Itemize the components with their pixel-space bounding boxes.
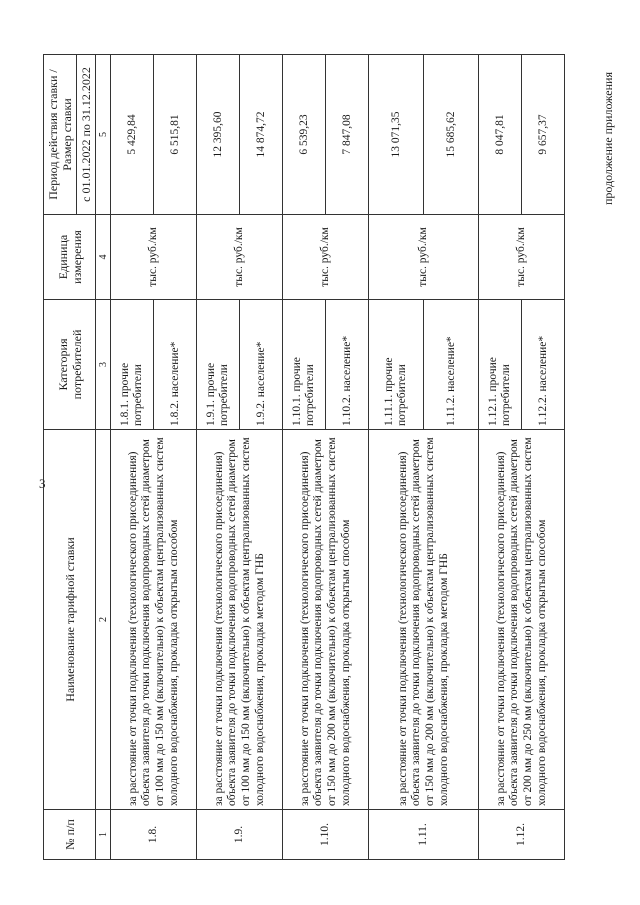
consumer-category: 1.11.1. прочие потребители [369, 300, 424, 430]
column-number-row [96, 55, 111, 860]
consumer-category: 1.10.2. население* [326, 300, 369, 430]
consumer-category: 1.8.1. прочие потребители [111, 300, 154, 430]
unit-cell: тыс. руб./км [369, 215, 479, 300]
rate-value: 12 395,60 [197, 55, 240, 215]
rate-description: за расстояние от точки подключения (технологического присоединения) объекта заявителя до точки подключения водопроводных сетей диаметром от 150 мм до 200 мм (включительно) к объектам централизованных систем холодного водоснабжения, прокладка открытым способом [283, 430, 369, 810]
rate-value: 13 071,35 [369, 55, 424, 215]
consumer-category: 1.8.2. население* [154, 300, 197, 430]
rate-description: за расстояние от точки подключения (технологического присоединения) объекта заявителя до точки подключения водопроводных сетей диаметром от 200 мм до 250 мм (включительно) к объектам централизованных систем холодного водоснабжения, прокладка открытым способом [479, 430, 565, 810]
consumer-category: 1.11.2. население* [424, 300, 479, 430]
header-row-no: № п/п [44, 810, 96, 860]
header-period: Период действия ставки /Размер ставки [44, 55, 77, 215]
table-row [283, 55, 326, 860]
rate-value: 7 847,08 [326, 55, 369, 215]
row-number: 1.10. [283, 810, 369, 860]
table-row [197, 55, 240, 860]
row-number: 1.11. [369, 810, 479, 860]
header-period-range: с 01.01.2022 по 31.12.2022 [77, 55, 96, 215]
consumer-category: 1.12.1. прочие потребители [479, 300, 522, 430]
rate-value: 15 685,62 [424, 55, 479, 215]
rate-value: 6 539,23 [283, 55, 326, 215]
unit-cell: тыс. руб./км [283, 215, 369, 300]
consumer-category: 1.12.2. население* [522, 300, 565, 430]
unit-cell: тыс. руб./км [111, 215, 197, 300]
header-row [44, 55, 77, 860]
rate-description: за расстояние от точки подключения (технологического присоединения) объекта заявителя до точки подключения водопроводных сетей диаметром от 150 мм до 200 мм (включительно) к объектам централизованных систем холодного водоснабжения, прокладка методом ГНБ [369, 430, 479, 810]
consumer-category: 1.9.2. население* [240, 300, 283, 430]
rate-value: 8 047,81 [479, 55, 522, 215]
page-number: 3 [39, 476, 46, 491]
tariff-table [43, 54, 565, 860]
unit-cell: тыс. руб./км [197, 215, 283, 300]
header-unit: Единица измерения [44, 215, 96, 300]
table-row [369, 55, 424, 860]
table-row [111, 55, 154, 860]
header-category: Категория потребителей [44, 300, 96, 430]
column-number: 5 [96, 55, 111, 215]
rate-description: за расстояние от точки подключения (технологического присоединения) объекта заявителя до точки подключения водопроводных сетей диаметром от 100 мм до 150 мм (включительно) к объектам централизованных систем холодного водоснабжения, прокладка открытым способом [111, 430, 197, 810]
row-number: 1.8. [111, 810, 197, 860]
unit-cell: тыс. руб./км [479, 215, 565, 300]
consumer-category: 1.9.1. прочие потребители [197, 300, 240, 430]
column-number: 1 [96, 810, 111, 860]
rate-value: 5 429,84 [111, 55, 154, 215]
table-row [479, 55, 522, 860]
rate-description: за расстояние от точки подключения (технологического присоединения) объекта заявителя до точки подключения водопроводных сетей диаметром от 100 мм до 150 мм (включительно) к объектам централизованных систем холодного водоснабжения, прокладка методом ГНБ [197, 430, 283, 810]
rate-value: 9 657,37 [522, 55, 565, 215]
row-number: 1.9. [197, 810, 283, 860]
row-number: 1.12. [479, 810, 565, 860]
column-number: 2 [96, 430, 111, 810]
column-number: 4 [96, 215, 111, 300]
header-name: Наименование тарифной ставки [44, 430, 96, 810]
continuation-note: продолжение приложения [601, 72, 615, 205]
rate-value: 6 515,81 [154, 55, 197, 215]
column-number: 3 [96, 300, 111, 430]
rate-value: 14 874,72 [240, 55, 283, 215]
consumer-category: 1.10.1. прочие потребители [283, 300, 326, 430]
